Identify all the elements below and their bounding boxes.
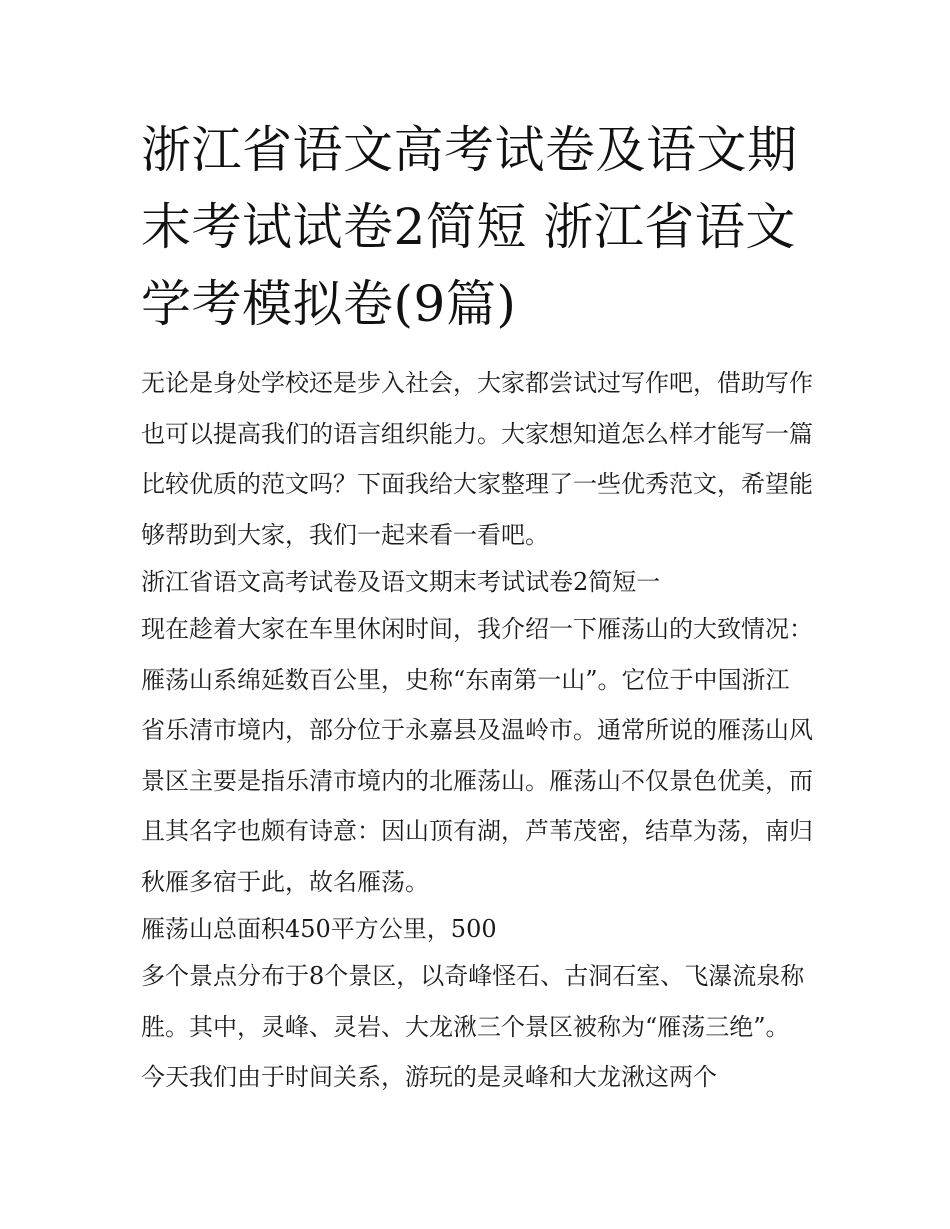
document-title: 浙江省语文高考试卷及语文期末考试试卷2简短 浙江省语文学考模拟卷(9篇) xyxy=(141,121,798,333)
body-paragraph-3: 多个景点分布于8个景区，以奇峰怪石、古洞石室、飞瀑流泉称胜。其中，灵峰、灵岩、大龙湫三个景区被称为“雁荡三绝”。今天我们由于时间关系，游玩的是灵峰和大龙湫这两个 xyxy=(141,962,805,1091)
body-paragraph-1: 现在趁着大家在车里休闲时间，我介绍一下雁荡山的大致情况：雁荡山系绵延数百公里，史称“东南第一山”。它位于中国浙江省乐清市境内，部分位于永嘉县及温岭市。通常所说的雁荡山风景区主要是指乐清市境内的北雁荡山。雁荡山不仅景色优美，而且其名字也颇有诗意：因山顶有湖，芦苇茂密，结草为荡，南归秋雁多宿于此，故名雁荡。 xyxy=(141,615,813,896)
document-body xyxy=(141,358,813,1103)
body-paragraph-2: 雁荡山总面积450平方公里，500 xyxy=(141,915,497,943)
intro-paragraph: 无论是身处学校还是步入社会，大家都尝试过写作吧，借助写作也可以提高我们的语言组织能力。大家想知道怎么样才能写一篇比较优质的范文吗？下面我给大家整理了一些优秀范文，希望能够帮助到大家，我们一起来看一看吧。 xyxy=(141,369,813,549)
section-heading: 浙江省语文高考试卷及语文期末考试试卷2简短一 xyxy=(141,568,661,596)
